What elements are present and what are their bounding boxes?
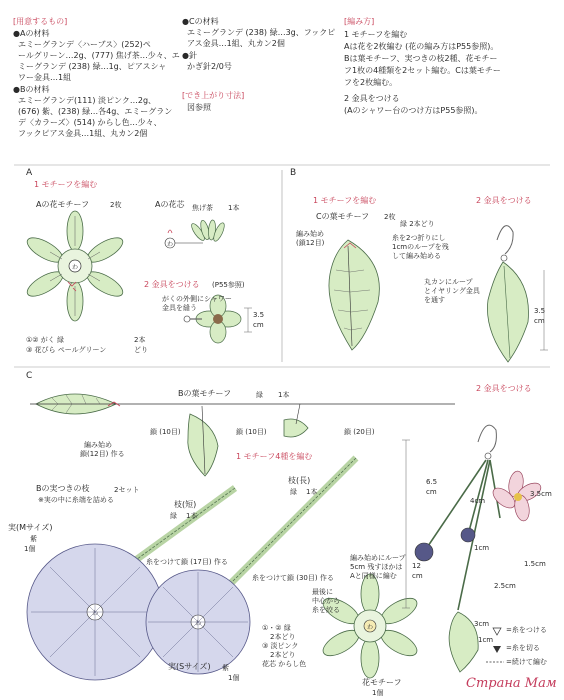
c-center-note: 最後に bbox=[312, 588, 333, 596]
method-line: 2 金具をつける bbox=[344, 94, 400, 103]
c-leaf-count: 1本 bbox=[278, 391, 290, 399]
size-reference: 図参照 bbox=[187, 103, 211, 112]
c-dimension: 4cm bbox=[470, 497, 486, 505]
c-stem-long-color: 緑 bbox=[290, 488, 297, 496]
c-chain-label: 鎖 (20目) bbox=[344, 428, 375, 436]
c-stem-long-count: 1本 bbox=[306, 488, 318, 496]
a-materials-line: ールグリーン…2g、(777) 焦げ茶…少々、エ bbox=[18, 51, 180, 60]
b-loop-note: 1cmのループを残 bbox=[392, 243, 449, 251]
method-header: [編み方] bbox=[344, 17, 375, 26]
b-start-note: 編み始め bbox=[296, 230, 324, 238]
a-stamen-count: 1本 bbox=[228, 204, 240, 212]
b-materials-line: (676) 紫、(238) 緑…各4g、エミーグラン bbox=[18, 107, 173, 116]
b-step2-heading: 2 金具をつける bbox=[476, 196, 532, 205]
method-line: 1 モチーフを編む bbox=[344, 30, 408, 39]
c-step1-heading: 1 モチーフ4種を編む bbox=[236, 452, 313, 461]
c-dimension: 1cm bbox=[478, 636, 494, 644]
b-size-unit: cm bbox=[534, 317, 545, 325]
legend-attach-yarn: =糸をつける bbox=[506, 626, 547, 634]
svg-text:わ: わ bbox=[367, 624, 374, 631]
a-step2-reference: (P55参照) bbox=[212, 281, 245, 289]
c-stem-short-title: 枝(短) bbox=[174, 500, 197, 509]
c-leaf-title: Bの葉モチーフ bbox=[178, 389, 232, 398]
svg-text:わ: わ bbox=[167, 241, 174, 248]
c-materials-line: エミーグランデ (238) 緑…3g、フックピ bbox=[187, 28, 336, 37]
c-stitch-note: 糸をつけて鎖 (30目) 作る bbox=[252, 574, 334, 582]
c-flower-legend: 2本どり bbox=[270, 651, 296, 659]
a-materials-title: ●Aの材料 bbox=[13, 29, 50, 38]
b-loop-note: 糸を2つ折りにし bbox=[392, 234, 446, 242]
c-stem-short-color: 緑 bbox=[170, 512, 177, 520]
c-leaf-color: 緑 bbox=[256, 391, 263, 399]
c-flower-legend: ①・② 緑 bbox=[262, 624, 291, 632]
c-stitch-note: 糸をつけて鎖 (17目) 作る bbox=[146, 558, 228, 566]
b-materials-title: ●Bの材料 bbox=[13, 85, 50, 94]
a-stamen-title: Aの花芯 bbox=[155, 200, 185, 209]
c-materials-title: ●Cの材料 bbox=[182, 17, 219, 26]
c-dimension: 2.5cm bbox=[494, 582, 516, 590]
a-stamen-motif bbox=[165, 219, 226, 248]
c-fruit-s-color: 紫 bbox=[222, 664, 229, 672]
section-c-letter: C bbox=[26, 371, 33, 381]
legend-continue: =続けて編む bbox=[506, 658, 547, 666]
c-materials-line: アス金具…1組、丸カン2個 bbox=[187, 39, 285, 48]
c-stem-short-count: 1本 bbox=[186, 512, 198, 520]
a-materials-line: エミーグランデ〈ハーブス〉(252)ペ bbox=[18, 40, 151, 49]
b-leaf-motif bbox=[329, 240, 379, 350]
b-leaf-title: Cの葉モチーフ bbox=[316, 212, 370, 221]
c-flower-count: 1個 bbox=[372, 689, 384, 697]
c-branch-count: 2セット bbox=[114, 486, 140, 494]
a-flower-title: Aの花モチーフ bbox=[36, 200, 90, 209]
svg-text:わ: わ bbox=[195, 620, 202, 627]
c-loop-note: Aと同様に編む bbox=[350, 572, 397, 580]
c-branch-note: ※実の中に糸端を詰める bbox=[38, 496, 114, 504]
b-leaf-count: 2枚 bbox=[384, 213, 396, 221]
c-fruit-s bbox=[146, 570, 250, 674]
a-legend-strands: どり bbox=[134, 346, 148, 354]
c-center-note: 糸を絞る bbox=[312, 606, 340, 614]
svg-text:わ: わ bbox=[72, 264, 79, 271]
b-earring-illustration bbox=[487, 226, 548, 362]
c-earring-illustration bbox=[402, 425, 544, 672]
needle-title: ●針 bbox=[182, 51, 197, 60]
needle-size: かぎ針2/0号 bbox=[187, 62, 232, 71]
c-dimension: 3cm bbox=[474, 620, 490, 628]
c-fruit-m bbox=[27, 544, 163, 680]
b-loop-note: して編み始める bbox=[392, 252, 441, 260]
a-legend-line: ③ 花びら ペールグリーン bbox=[26, 346, 107, 354]
svg-text:わ: わ bbox=[92, 610, 99, 617]
c-dimension-unit: cm bbox=[426, 488, 437, 496]
b-ring-note: とイヤリング金具 bbox=[424, 287, 480, 295]
c-chain-label: 鎖 (10目) bbox=[236, 428, 267, 436]
method-line: Bは葉モチーフ、実つきの枝2種、花モチー bbox=[344, 54, 498, 63]
c-fruit-m-title: 実(Mサイズ) bbox=[8, 523, 53, 532]
b-materials-line: デ〈カラーズ〉(514) からし色…少々、 bbox=[18, 118, 162, 127]
b-leaf-color: 緑 2本どり bbox=[400, 220, 435, 228]
c-loop-note: 編み始めにループ bbox=[350, 554, 406, 562]
c-chain-label: 鎖 (10目) bbox=[150, 428, 181, 436]
b-materials-line: フックピアス金具…1組、丸カン2個 bbox=[18, 129, 148, 138]
size-header: [でき上がり寸法] bbox=[182, 91, 245, 100]
method-line: フを2枚編む。 bbox=[344, 78, 398, 87]
a-attach-note: 金具を縫う bbox=[162, 304, 197, 312]
c-flower-legend: ③ 淡ピンク bbox=[262, 642, 299, 650]
a-step1-heading: 1 モチーフを編む bbox=[34, 180, 98, 189]
c-stem-long-title: 枝(長) bbox=[288, 476, 311, 485]
section-b-letter: B bbox=[290, 168, 297, 178]
a-stamen-color: 焦げ茶 bbox=[192, 204, 213, 212]
c-fruit-m-color: 紫 bbox=[30, 535, 37, 543]
section-a-letter: A bbox=[26, 168, 33, 178]
c-start-note: 編み始め bbox=[84, 441, 112, 449]
a-legend-strands: 2本 bbox=[134, 336, 146, 344]
legend-cut-yarn: =糸を切る bbox=[506, 644, 540, 652]
a-size-unit: cm bbox=[253, 321, 264, 329]
c-dimension-unit: cm bbox=[412, 572, 423, 580]
b-start-note: (鎖12目) bbox=[296, 239, 325, 247]
symbol-legend-marks bbox=[486, 628, 504, 662]
a-size-value: 3.5 bbox=[253, 311, 265, 319]
c-dimension: 6.5 bbox=[426, 478, 438, 486]
c-flower-motif bbox=[319, 574, 421, 678]
c-step2-heading: 2 金具をつける bbox=[476, 384, 532, 393]
c-loop-note: 5cm 残すほかは bbox=[350, 563, 403, 571]
c-fruit-s-count: 1個 bbox=[228, 674, 240, 682]
c-flower-title: 花モチーフ bbox=[362, 678, 402, 687]
c-center-note: 中心から bbox=[312, 597, 340, 605]
c-branch-title: Bの実つきの枝 bbox=[36, 484, 90, 493]
method-line: (Aのシャワー台のつけ方はP55参照)。 bbox=[344, 106, 483, 115]
c-fruit-m-count: 1個 bbox=[24, 545, 36, 553]
c-fruit-s-title: 実(Sサイズ) bbox=[168, 662, 211, 671]
b-size-value: 3.5 bbox=[534, 307, 546, 315]
method-line: フ1枚の4種類を2セット編む。Cは葉モチー bbox=[344, 66, 501, 75]
watermark-logo: Страна Мам bbox=[466, 676, 557, 691]
c-flower-legend: 花芯 からし色 bbox=[262, 660, 307, 668]
c-dimension: 3.5cm bbox=[530, 490, 552, 498]
a-flower-count: 2枚 bbox=[110, 201, 122, 209]
a-materials-line: ワー金具…1組 bbox=[18, 73, 72, 82]
b-materials-line: エミーグランデ(111) 淡ピンク…2g、 bbox=[18, 96, 157, 105]
a-flower-motif bbox=[24, 211, 127, 321]
c-dimension: 1cm bbox=[474, 544, 490, 552]
c-dimension: 12 bbox=[412, 562, 421, 570]
c-start-note: 鎖(12目) 作る bbox=[80, 450, 125, 458]
c-flower-legend: 2本どり bbox=[270, 633, 296, 641]
a-materials-line: ミーグランデ (238) 緑…1g、ピアスシャ bbox=[18, 62, 167, 71]
b-step1-heading: 1 モチーフを編む bbox=[313, 196, 377, 205]
b-ring-note: 丸カンにループ bbox=[424, 278, 473, 286]
b-ring-note: を通す bbox=[424, 296, 445, 304]
method-line: Aは花を2枚編む (花の編み方はP55参照)。 bbox=[344, 42, 499, 51]
a-attach-note: がくの外側にシャワー bbox=[162, 295, 232, 303]
a-step2-heading: 2 金具をつける bbox=[144, 280, 200, 289]
c-dimension: 1.5cm bbox=[524, 560, 546, 568]
materials-header: [用意するもの] bbox=[13, 17, 68, 26]
a-legend-line: ①② がく 緑 bbox=[26, 336, 65, 344]
